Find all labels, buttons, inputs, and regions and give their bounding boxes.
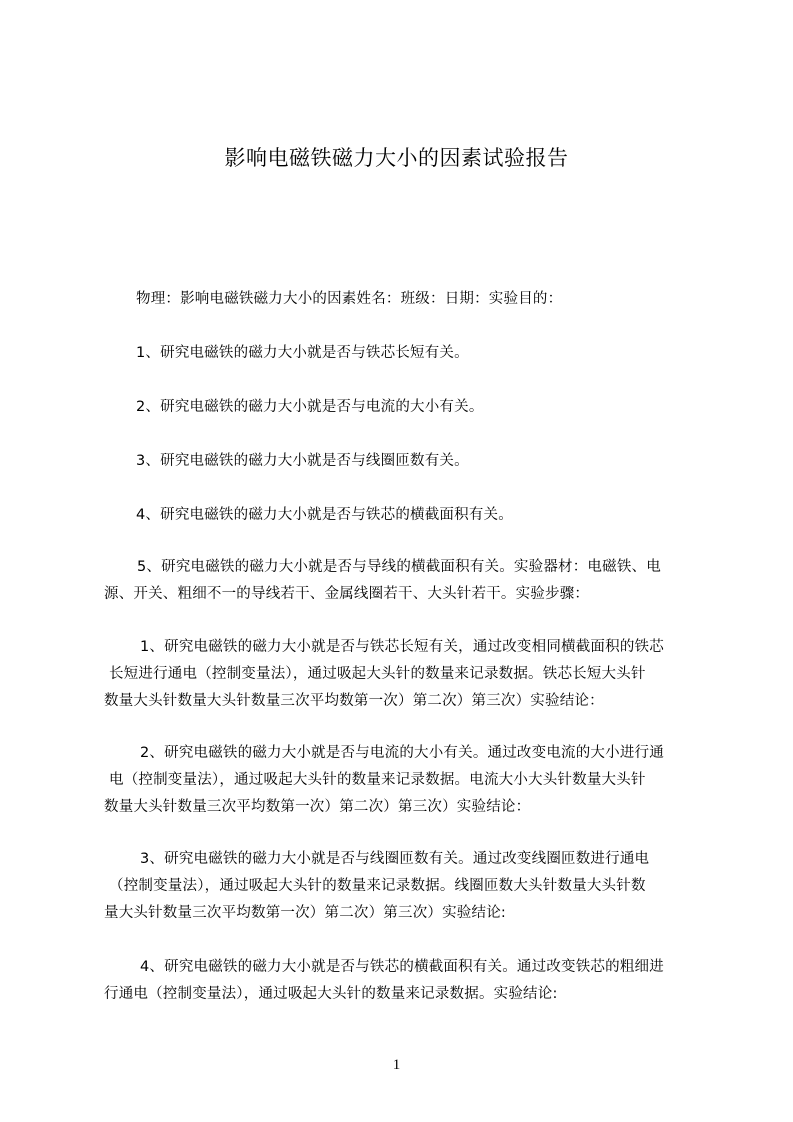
paragraph-purpose-item-4	[104, 502, 724, 529]
document-title: 影响电磁铁磁力大小的因素试验报告	[224, 146, 569, 170]
page-number: 1	[392, 1057, 401, 1073]
paragraph-step-1	[104, 634, 724, 715]
paragraph-line: 物理：影响电磁铁磁力大小的因素姓名：班级：日期：实验目的：	[136, 291, 563, 307]
paragraph-line: 行通电（控制变量法），通过吸起大头针的数量来记录数据。实验结论:	[104, 986, 558, 1002]
paragraph-line: 2、研究电磁铁的磁力大小就是否与电流的大小有关。	[136, 399, 484, 415]
paragraph-step-4	[104, 954, 724, 1008]
paragraph-line: 长短进行通电（控制变量法），通过吸起大头针的数量来记录数据。铁芯长短大头针	[109, 666, 646, 682]
paragraph-line: 3、研究电磁铁的磁力大小就是否与线圈匝数有关。通过改变线圈匝数进行通电	[140, 851, 650, 867]
paragraph-purpose-item-2	[104, 394, 724, 421]
paragraph-line: 2、研究电磁铁的磁力大小就是否与电流的大小有关。通过改变电流的大小进行通	[140, 745, 664, 761]
paragraph-step-3	[104, 846, 724, 927]
paragraph-line: 4、研究电磁铁的磁力大小就是否与铁芯的横截面积有关。	[136, 507, 513, 523]
paragraph-line: 源、开关、粗细不一的导线若干、金属线圈若干、大头针若干。实验步骤：	[104, 586, 590, 602]
paragraph-step-2	[104, 740, 724, 821]
paragraph-line: 5、研究电磁铁的磁力大小就是否与导线的横截面积有关。实验器材：电磁铁、电	[137, 559, 661, 575]
paragraph-line: 3、研究电磁铁的磁力大小就是否与线圈匝数有关。	[136, 453, 469, 469]
paragraph-line: 数量大头针数量三次平均数第一次）第二次）第三次）实验结论：	[104, 799, 531, 815]
paragraph-purpose-item-3	[104, 448, 724, 475]
paragraph-line: 量大头针数量三次平均数第一次）第二次）第三次）实验结论:	[104, 905, 506, 921]
paragraph-line: 4、研究电磁铁的磁力大小就是否与铁芯的横截面积有关。通过改变铁芯的粗细进	[140, 959, 664, 975]
paragraph-purpose	[104, 286, 724, 313]
paragraph-line: 电（控制变量法），通过吸起大头针的数量来记录数据。电流大小大头针数量大头针	[109, 772, 646, 788]
paragraph-purpose-item-1	[104, 340, 724, 367]
paragraph-line: 1、研究电磁铁的磁力大小就是否与铁芯长短有关，通过改变相同横截面积的铁芯	[140, 639, 664, 655]
paragraph-purpose-item-5	[104, 554, 724, 608]
paragraph-line: 数量大头针数量大头针数量三次平均数第一次）第二次）第三次）实验结论：	[104, 693, 604, 709]
paragraph-line: 1、研究电磁铁的磁力大小就是否与铁芯长短有关。	[136, 345, 469, 361]
paragraph-line: （控制变量法），通过吸起大头针的数量来记录数据。线圈匝数大头针数量大头针数	[109, 878, 646, 894]
